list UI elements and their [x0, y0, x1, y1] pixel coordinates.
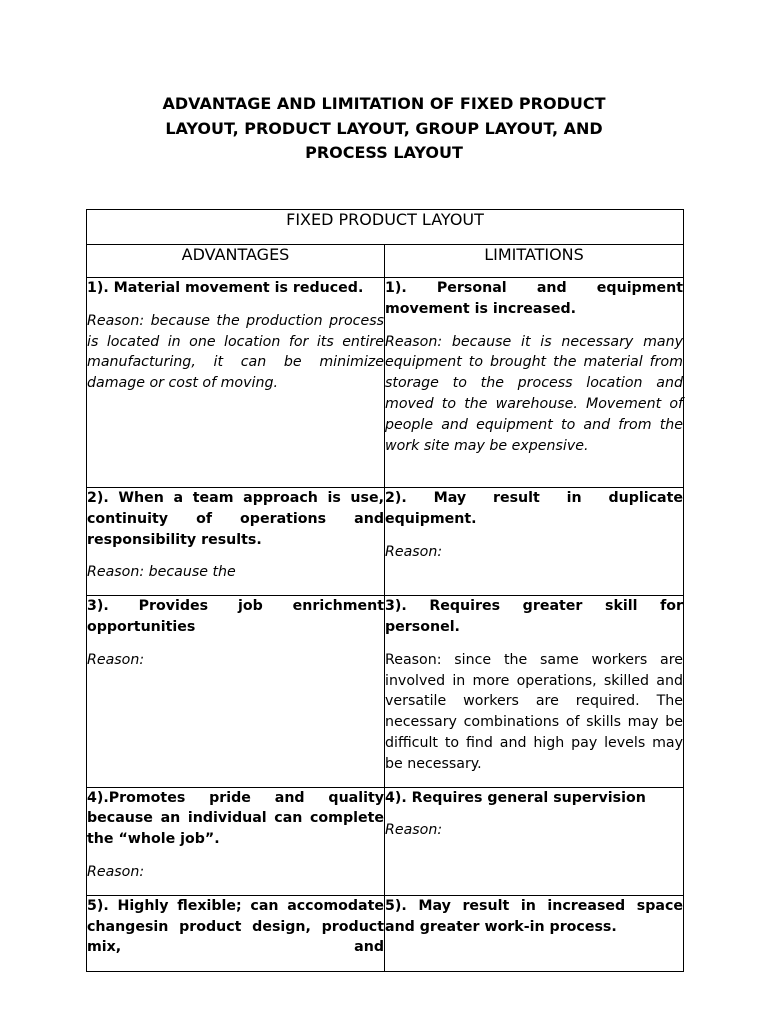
- limitation-reason: Reason:: [385, 822, 443, 839]
- limitations-header-cell: [385, 245, 684, 278]
- advantage-cell: [87, 278, 385, 488]
- limitation-reason: Reason: since the same workers are involved in more operations, skilled and versatile workers are required. The necessary combinations of skills may be difficult to find and high pay levels may be necessary.: [385, 651, 683, 772]
- limitation-point: 1). Personal and equipment movement is increased.: [385, 280, 683, 317]
- advantage-reason: Reason:: [87, 651, 145, 668]
- table-heading-cell: [87, 210, 684, 245]
- limitation-point: 3). Requires greater skill for personel.: [385, 598, 683, 635]
- limitation-cell: [385, 596, 684, 787]
- advantage-cell: [87, 787, 385, 895]
- advantage-cell: [87, 895, 385, 971]
- advantage-point: 4).Promotes pride and quality because an individual can complete the “whole job”.: [87, 789, 384, 848]
- advantage-point: 1). Material movement is reduced.: [87, 280, 364, 296]
- column-header-row: [87, 245, 684, 278]
- limitation-reason: Reason:: [385, 543, 443, 560]
- title-line-3: PROCESS LAYOUT: [305, 143, 463, 162]
- limitation-point: 2). May result in duplicate equipment.: [385, 490, 683, 527]
- advantage-reason: Reason:: [87, 863, 145, 880]
- document-title: [100, 92, 668, 166]
- table-row: [87, 488, 684, 596]
- table-row: [87, 895, 684, 971]
- advantage-reason: Reason: because the production process is located in one location for its entire manufacturing, it can be minimize damage or cost of moving.: [87, 312, 384, 392]
- limitation-point: 4). Requires general supervision: [385, 789, 646, 806]
- limitation-cell: [385, 278, 684, 488]
- title-line-2: LAYOUT, PRODUCT LAYOUT, GROUP LAYOUT, AND: [165, 118, 603, 138]
- limitation-cell: [385, 895, 684, 971]
- limitation-reason: Reason: because it is necessary many equipment to brought the material from storage to the process location and moved to the warehouse. Movement of people and equipment to and from the work site may be expensive.: [385, 333, 683, 454]
- limitations-header: LIMITATIONS: [484, 245, 584, 264]
- advantages-header: ADVANTAGES: [181, 245, 290, 264]
- advantage-reason: Reason: because the: [87, 564, 236, 581]
- advantage-cell: [87, 488, 385, 596]
- advantage-point: 5). Highly flexible; can accomodate changesin product design, product mix, and: [87, 897, 384, 956]
- limitation-cell: [385, 787, 684, 895]
- advantage-cell: [87, 596, 385, 787]
- limitation-cell: [385, 488, 684, 596]
- limitation-point: 5). May result in increased space and greater work-in process.: [385, 897, 683, 935]
- fixed-product-layout-table: [86, 209, 684, 972]
- table-heading: FIXED PRODUCT LAYOUT: [286, 210, 484, 229]
- table-row: [87, 596, 684, 787]
- table-row: [87, 787, 684, 895]
- advantage-point: 2). When a team approach is use, continuity of operations and responsibility results.: [87, 490, 384, 548]
- table-heading-row: [87, 210, 684, 245]
- advantages-header-cell: [87, 245, 385, 278]
- advantage-point: 3). Provides job enrichment opportunities: [87, 598, 384, 635]
- title-line-1: ADVANTAGE AND LIMITATION OF FIXED PRODUCT: [162, 94, 606, 113]
- table-row: [87, 278, 684, 488]
